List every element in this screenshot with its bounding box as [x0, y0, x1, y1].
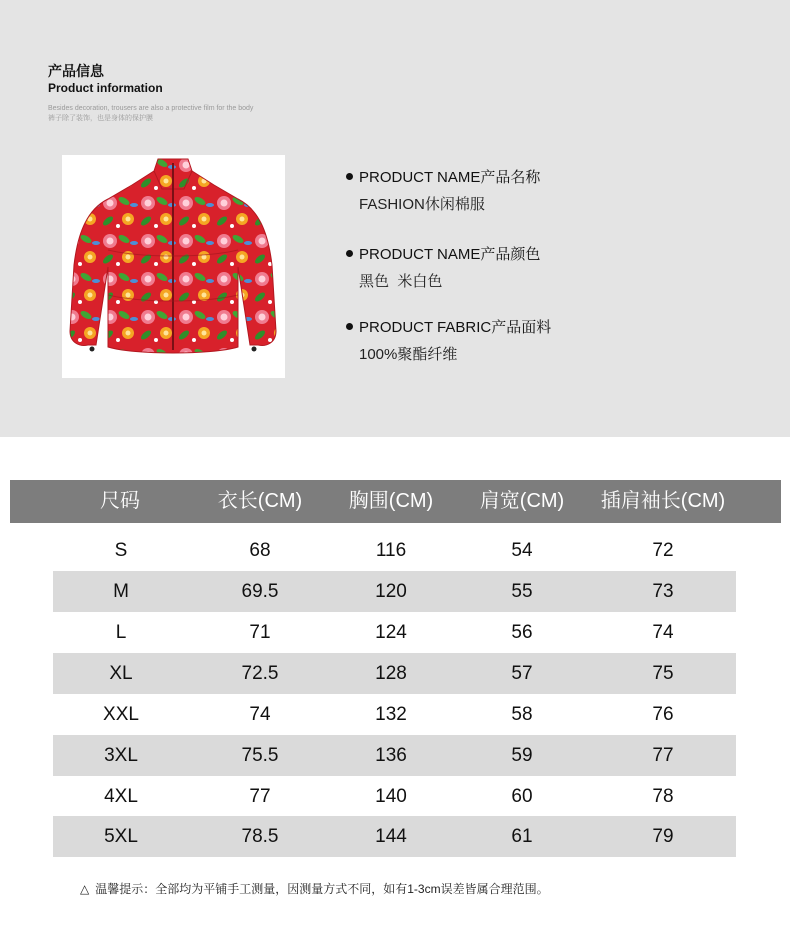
cell-shoulder: 58 — [511, 704, 533, 725]
cell-sleeve: 73 — [652, 581, 674, 602]
cell-sleeve: 78 — [652, 786, 674, 807]
spec-label: PRODUCT NAME产品名称 — [359, 169, 541, 186]
table-row — [53, 612, 736, 653]
footnote — [80, 880, 549, 897]
table-row — [53, 653, 736, 694]
bullet-icon — [346, 250, 353, 257]
cell-length: 69.5 — [241, 581, 279, 602]
table-row — [53, 776, 736, 817]
table-row — [53, 571, 736, 612]
size-chart-header — [10, 480, 781, 523]
product-image — [62, 155, 285, 378]
table-row — [53, 530, 736, 571]
cell-chest: 116 — [375, 540, 407, 561]
cell-length: 68 — [249, 540, 271, 561]
table-row — [53, 816, 736, 857]
info-title: 产品信息 — [48, 63, 104, 79]
spec-value: FASHION休闲棉服 — [359, 196, 485, 213]
header-chest: 胸围(CM) — [348, 490, 434, 512]
cell-shoulder: 60 — [511, 786, 533, 807]
cell-sleeve: 74 — [652, 622, 674, 643]
spec-product-color — [346, 243, 540, 291]
cell-size: S — [114, 540, 128, 561]
cell-size: XL — [109, 663, 133, 684]
info-note-cn: 裤子除了装饰，也是身体的保护膜 — [48, 115, 153, 122]
spec-label: PRODUCT FABRIC产品面料 — [359, 319, 552, 336]
floral-jacket-illustration — [62, 155, 285, 378]
footnote-text: 温馨提示：全部均为平铺手工测量，因测量方式不同，如有1-3cm误差皆属合理范围。 — [95, 882, 549, 896]
cell-size: XXL — [103, 704, 139, 725]
cell-shoulder: 59 — [511, 745, 533, 766]
header-length: 衣长(CM) — [217, 490, 303, 512]
cell-size: 5XL — [104, 826, 138, 847]
cell-size: 4XL — [104, 786, 138, 807]
cell-sleeve: 75 — [652, 663, 674, 684]
cell-size: 3XL — [104, 745, 138, 766]
cell-size: L — [115, 622, 127, 643]
cell-chest: 120 — [375, 581, 407, 602]
bullet-icon — [346, 173, 353, 180]
table-row — [53, 735, 736, 776]
cell-length: 71 — [249, 622, 271, 643]
cell-sleeve: 76 — [652, 704, 674, 725]
cell-shoulder: 56 — [511, 622, 533, 643]
spec-product-name — [346, 166, 540, 214]
cell-sleeve: 72 — [652, 540, 674, 561]
product-info-panel — [0, 0, 790, 437]
cell-chest: 128 — [375, 663, 407, 684]
cell-chest: 144 — [375, 826, 407, 847]
info-note-en: Besides decoration, trousers are also a protective film for the body — [48, 105, 254, 112]
header-shoulder: 肩宽(CM) — [479, 490, 565, 512]
info-note — [48, 104, 253, 124]
cell-length: 72.5 — [241, 663, 279, 684]
bullet-icon — [346, 323, 353, 330]
warning-triangle-icon: △ — [80, 882, 90, 896]
info-subtitle: Product information — [48, 81, 163, 95]
spec-value: 黑色 米白色 — [359, 273, 443, 290]
spec-value: 100%聚酯纤维 — [359, 346, 458, 363]
cell-length: 77 — [249, 786, 271, 807]
cell-size: M — [113, 581, 129, 602]
cell-shoulder: 61 — [511, 826, 533, 847]
header-size: 尺码 — [100, 490, 140, 512]
cell-sleeve: 79 — [652, 826, 674, 847]
cell-chest: 132 — [375, 704, 407, 725]
cell-length: 75.5 — [241, 745, 279, 766]
spec-product-fabric — [346, 316, 551, 364]
cell-length: 78.5 — [241, 826, 279, 847]
cell-length: 74 — [249, 704, 271, 725]
cell-chest: 136 — [375, 745, 407, 766]
table-row — [53, 694, 736, 735]
cell-shoulder: 57 — [511, 663, 533, 684]
cell-chest: 140 — [375, 786, 407, 807]
cell-sleeve: 77 — [652, 745, 674, 766]
cell-shoulder: 54 — [511, 540, 533, 561]
cell-shoulder: 55 — [511, 581, 533, 602]
spec-label: PRODUCT NAME产品颜色 — [359, 246, 541, 263]
header-sleeve: 插肩袖长(CM) — [600, 490, 726, 512]
cell-chest: 124 — [375, 622, 407, 643]
